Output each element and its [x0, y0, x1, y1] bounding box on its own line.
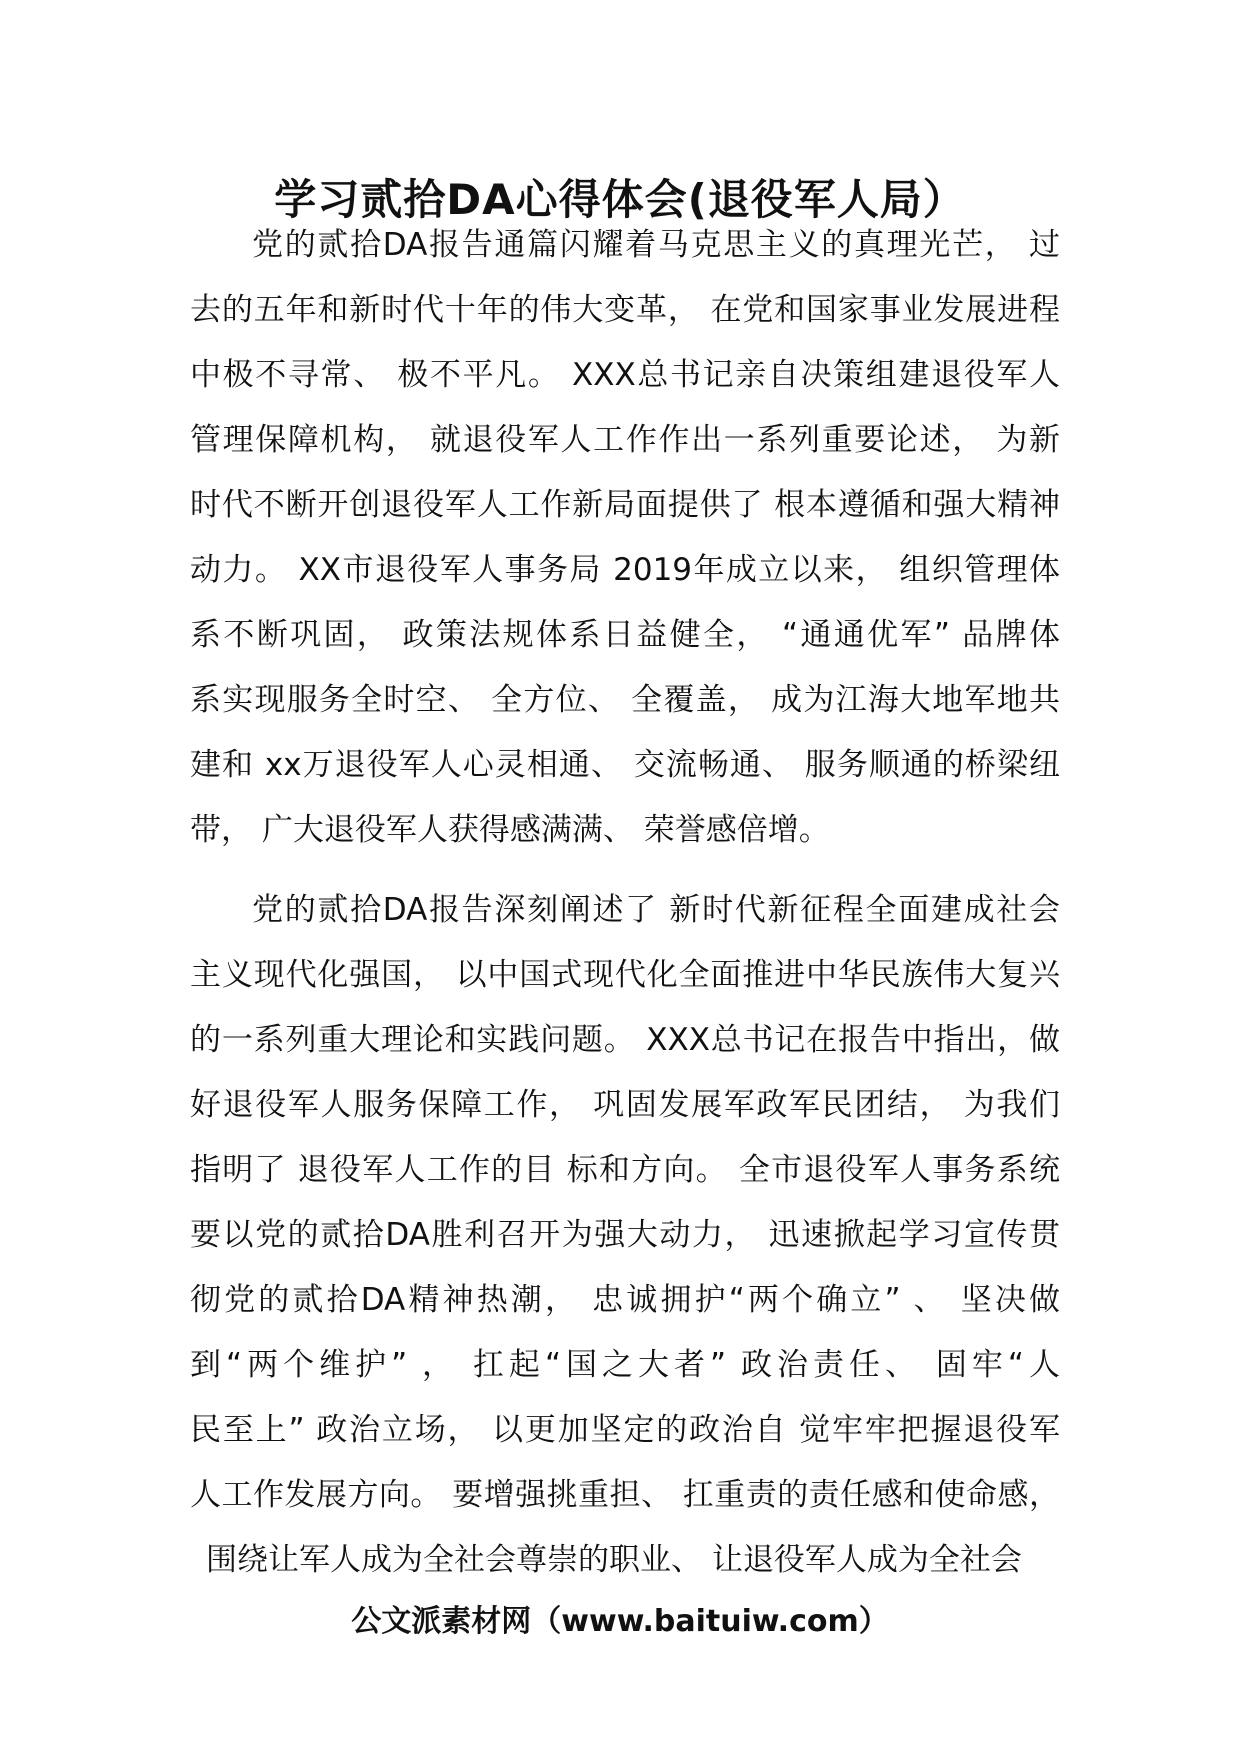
text-line: 系不断巩固， 政策法规体系日益健全， “通通优军” 品牌体: [190, 617, 1060, 653]
text-line: 人工作发展方向。 要增强挑重担、 扛重责的责任感和使命感，: [190, 1477, 1060, 1513]
document-title: 学习贰拾DA心得体会(退役军人局）: [274, 175, 966, 224]
paragraph-2: [190, 878, 1060, 1593]
text-line: 中极不寻常、 极不平凡。 XXX总书记亲自决策组建退役军人: [190, 357, 1060, 393]
text-line: 管理保障机构， 就退役军人工作作出一系列重要论述， 为新: [190, 422, 1060, 458]
text-line: 去的五年和新时代十年的伟大变革， 在党和国家事业发展进程: [190, 292, 1060, 328]
paragraph-1: [190, 213, 1060, 863]
text-line: 指明了 退役军人工作的目 标和方向。 全市退役军人事务系统: [190, 1152, 1060, 1188]
text-line: 的一系列重大理论和实践问题。 XXX总书记在报告中指出，做: [190, 1022, 1060, 1058]
text-line: 时代不断开创退役军人工作新局面提供了 根本遵循和强大精神: [190, 487, 1060, 523]
text-line: 围绕让军人成为全社会尊崇的职业、 让退役军人成为全社会: [206, 1542, 1022, 1578]
text-line: 主义现代化强国， 以中国式现代化全面推进中华民族伟大复兴: [190, 957, 1060, 993]
text-line: 党的贰拾DA报告深刻阐述了 新时代新征程全面建成社会: [252, 892, 1060, 928]
text-line: 动力。 XX市退役军人事务局 2019年成立以来， 组织管理体: [190, 552, 1060, 588]
text-line: 到“两个维护” ， 扛起“国之大者” 政治责任、 固牢“人: [190, 1347, 1060, 1383]
footer-source: 公文派素材网（www.baituiw.com）: [351, 1604, 889, 1639]
text-line: 好退役军人服务保障工作， 巩固发展军政军民团结， 为我们: [190, 1087, 1060, 1123]
text-line: 带， 广大退役军人获得感满满、 荣誉感倍增。: [190, 812, 830, 848]
text-line: 民至上” 政治立场， 以更加坚定的政治自 觉牢牢把握退役军: [190, 1412, 1060, 1448]
text-line: 要以党的贰拾DA胜利召开为强大动力， 迅速掀起学习宣传贯: [190, 1217, 1060, 1253]
text-line: 建和 xx万退役军人心灵相通、 交流畅通、 服务顺通的桥梁纽: [190, 747, 1060, 783]
text-line: 党的贰拾DA报告通篇闪耀着马克思主义的真理光芒， 过: [252, 227, 1060, 263]
text-line: 系实现服务全时空、 全方位、 全覆盖， 成为江海大地军地共: [190, 682, 1060, 718]
text-line: 彻党的贰拾DA精神热潮， 忠诚拥护“两个确立” 、 坚决做: [190, 1282, 1060, 1318]
